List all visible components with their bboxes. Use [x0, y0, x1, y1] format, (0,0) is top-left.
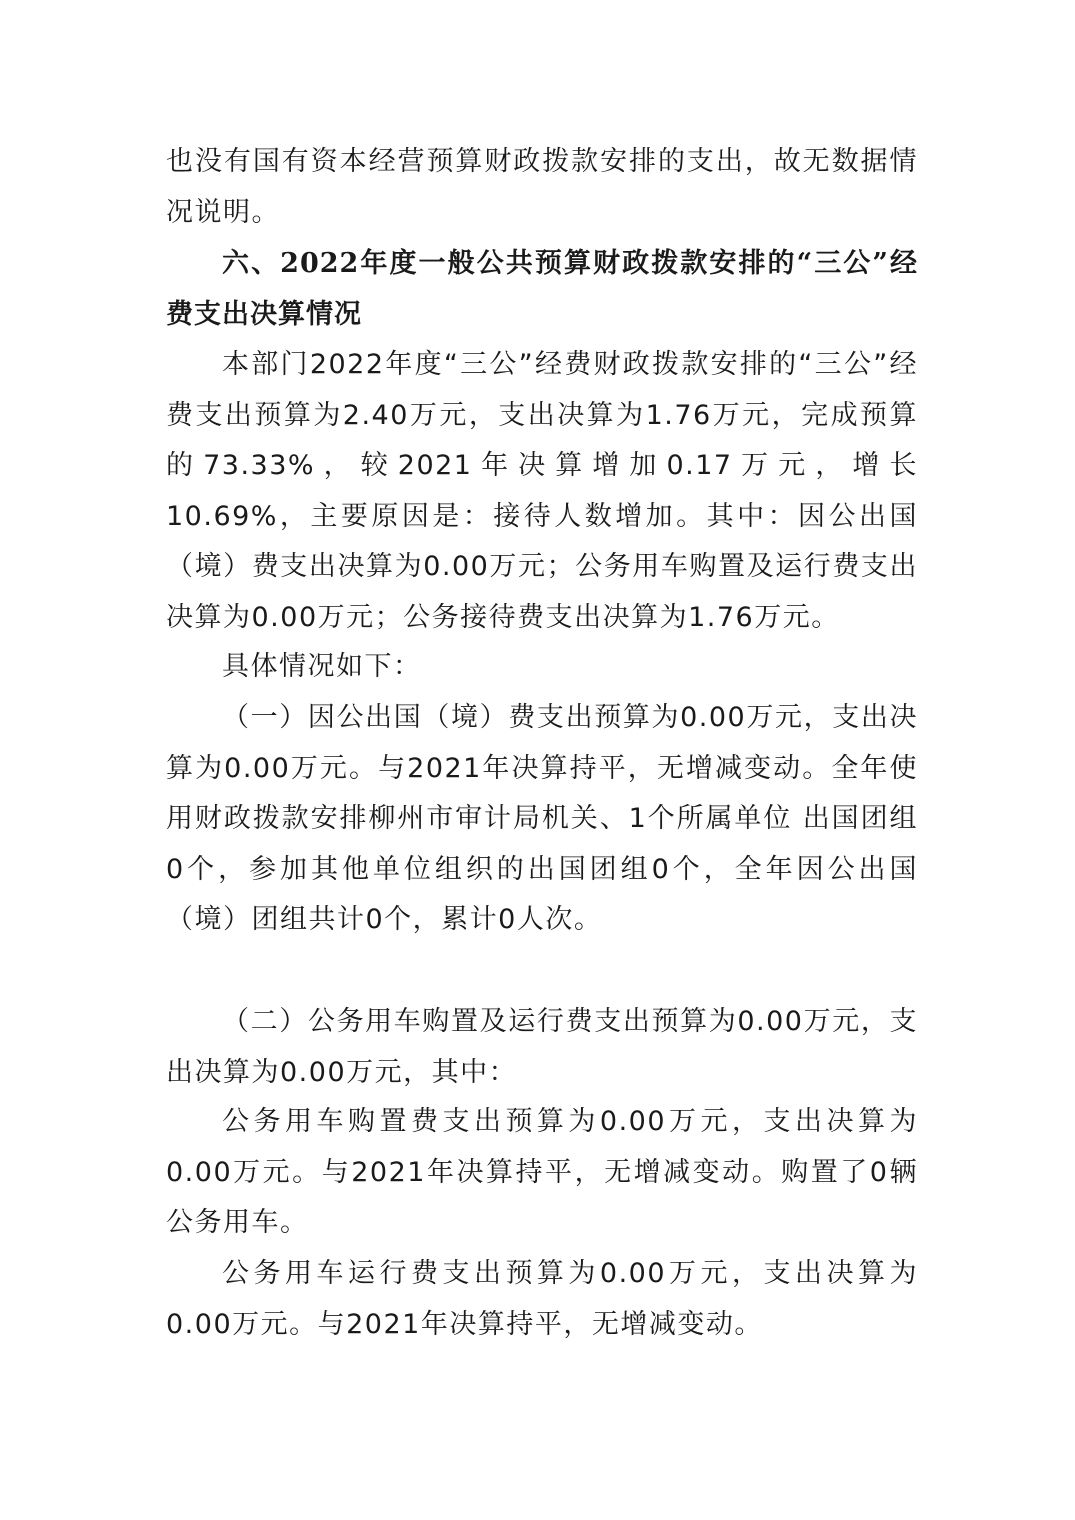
paragraph-vehicle-expenses: （二）公务用车购置及运行费支出预算为0.00万元，支出决算为0.00万元，其中：: [166, 1006, 918, 1088]
paragraph-intro: 也没有国有资本经营预算财政拨款安排的支出，故无数据情况说明。: [166, 146, 918, 228]
paragraph-details-intro: 具体情况如下：: [222, 651, 422, 682]
section-heading: 六、2022年度一般公共预算财政拨款安排的“三公”经费支出决算情况: [166, 248, 918, 330]
paragraph-vehicle-operation: 公务用车运行费支出预算为0.00万元，支出决算为0.00万元。与2021年决算持平，无增减变动。: [166, 1258, 918, 1340]
paragraph-overseas-travel: （一）因公出国（境）费支出预算为0.00万元，支出决算为0.00万元。与2021年决算持平，无增减变动。全年使用财政拨款安排柳州市审计局机关、1个所属单位 出国团组0个，参加其他单位组织的出国团组0个，全年因公出国（境）团组共计0个，累计0人次。: [166, 702, 918, 935]
paragraph-summary: 本部门2022年度“三公”经费财政拨款安排的“三公”经费支出预算为2.40万元，支出决算为1.76万元，完成预算的73.33%，较2021年决算增加0.17万元，增长10.69%，主要原因是：接待人数增加。其中：因公出国（境）费支出决算为0.00万元；公务用车购置及运行费支出决算为0.00万元；公务接待费支出决算为1.76万元。: [166, 349, 918, 633]
paragraph-vehicle-purchase: 公务用车购置费支出预算为0.00万元，支出决算为0.00万元。与2021年决算持平，无增减变动。购置了0辆公务用车。: [166, 1106, 918, 1238]
